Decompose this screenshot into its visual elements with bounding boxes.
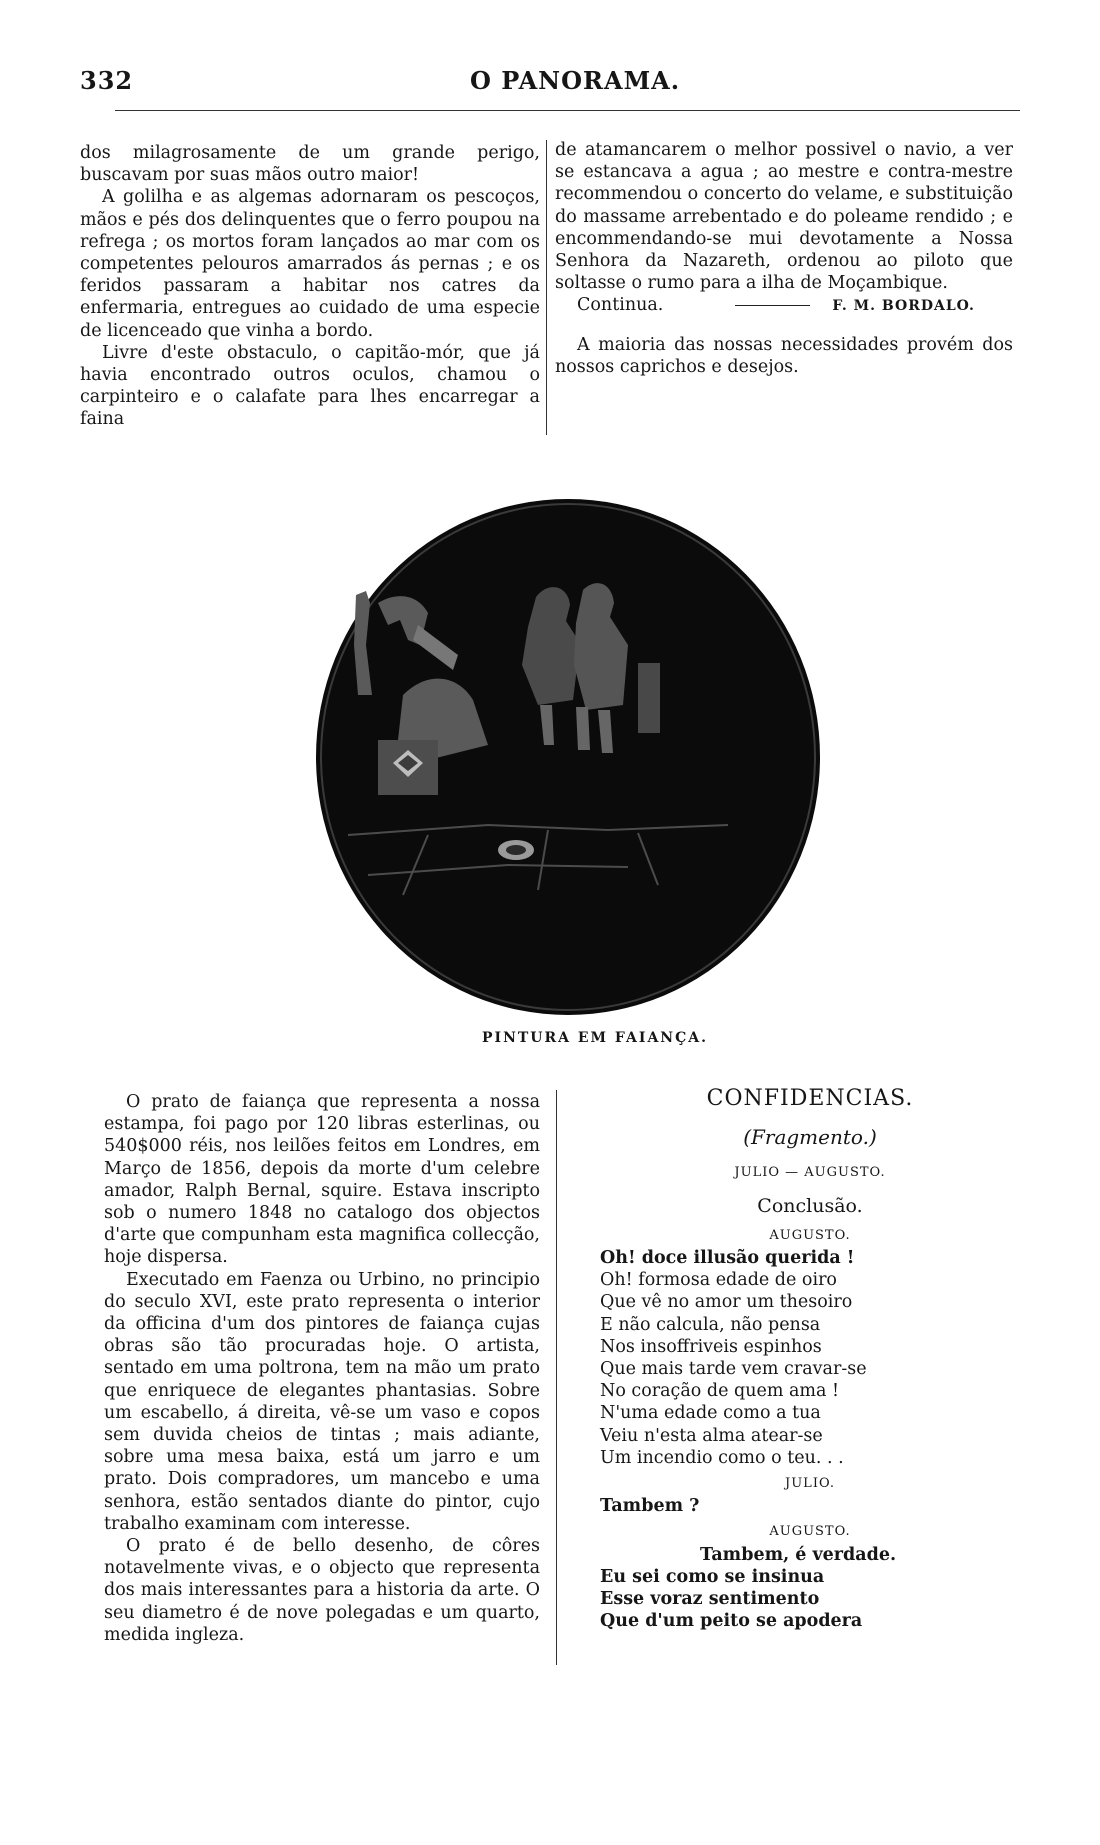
verse-line: Nos insoffriveis espinhos [600,1336,822,1357]
paragraph: O prato de faiança que representa a nossa estampa, foi pago por 120 libras esterlinas, ou 540$000 réis, nos leilões feitos em Londres, em Março de 1856, depois da morte d'um celebre amador, Ralph Bernal, squire. Estava inscripto sob o numero 1848 no catalogo dos objectos d'arte que compunham esta magnifica collecção, hoje dispersa. [104,1092,540,1268]
verse-line: Tambem ? [600,1496,700,1517]
verse-line: Veiu n'esta alma atear-se [600,1425,823,1446]
verse-line: Oh! formosa edade de oiro [600,1270,837,1291]
poem-speakers: JULIO — AUGUSTO. [734,1165,886,1181]
verse-line: N'uma edade como a tua [600,1403,821,1424]
paragraph: Executado em Faenza ou Urbino, no principio do seculo XVI, este prato representa o interior da officina d'um dos pintores de faiança cujas obras são tão procuradas hoje. O artista, sentado em uma poltrona, tem na mão um prato que enriquece de elegantes phantasias. Sobre um escabello, á direita, vê-se um vaso e copos sem duvida cheios de tintas ; mais adiante, sobre uma mesa baixa, está um jarro e um prato. Dois compradores, um mancebo e uma senhora, estão sentados diante do pintor, cujo trabalho examinam com interesse. [104,1269,540,1534]
header-rule [115,110,1020,111]
paragraph: Livre d'este obstaculo, o capitão-mór, que já havia encontrado outros oculos, chamou o carpinteiro e o calafate para lhes encarregar a faina [80,342,540,430]
page-header [80,66,1015,106]
top-left-column [80,142,540,431]
continua-note: Continua. [577,295,664,316]
journal-title: O PANORAMA. [470,66,681,95]
signature-row [555,294,1013,317]
poem-title: CONFIDENCIAS. [706,1086,914,1111]
verse-line: Que d'um peito se apodera [600,1611,863,1632]
speaker-label: JULIO. [785,1476,835,1492]
poem-subtitle: (Fragmento.) [743,1125,877,1150]
bottom-left-column [104,1091,540,1646]
verse-line: Eu sei como se insinua [600,1566,825,1587]
verse-line: Oh! doce illusão querida ! [600,1248,855,1269]
paragraph: O prato é de bello desenho, de côres notavelmente vivas, e o objecto que representa dos mais interessantes para a historia da arte. O seu diametro é de nove polegadas e um quarto, medida ingleza. [104,1536,540,1645]
poem-conclusion-heading: Conclusão. [757,1194,863,1217]
verse-line: E não calcula, não pensa [600,1314,821,1335]
speaker-label: AUGUSTO. [769,1227,851,1243]
verse-line: Um incendio como o teu. . . [600,1447,844,1468]
verse-line: Que vê no amor um thesoiro [600,1292,853,1313]
verse-line: Tambem, é verdade. [700,1544,897,1565]
speaker-label: AUGUSTO. [769,1524,851,1540]
top-right-column [555,139,1013,378]
author-signature: F. M. BORDALO. [832,298,975,315]
paragraph: dos milagrosamente de um grande perigo, buscavam por suas mãos outro maior! [80,143,540,186]
paragraph: A golilha e as algemas adornaram os pescoços, mãos e pés dos delinquentes que o ferro poupou na refrega ; os mortos foram lançados ao mar com os competentes pelouros amarrados ás pernas ; e os feridos passaram a habitar nos catres da enfermaria, entregues ao cuidado de uma especie de licenceado que vinha a bordo. [80,187,540,341]
verse-line: Esse voraz sentimento [600,1589,820,1610]
column-divider [556,1090,557,1665]
page-number: 332 [80,66,134,95]
maxim: A maioria das nossas necessidades provém dos nossos caprichos e desejos. [555,334,1013,377]
plate-engraving [308,495,836,1023]
plate-caption: PINTURA EM FAIANÇA. [482,1030,708,1046]
faience-plate-illustration [308,495,836,1023]
paragraph: de atamancarem o melhor possivel o navio, a ver se estancava a agua ; ao mestre e contra-mestre recommendou o concerto do velame, e substituição do massame arrebentado e do poleame rendido ; e encommendando-se mui devotamente a Nossa Senhora da Nazareth, ordenou ao piloto que soltasse o rumo para a ilha de Moçambique. [555,140,1013,294]
verse-line: Que mais tarde vem cravar-se [600,1359,867,1380]
poem-column [600,1088,1020,1632]
verse-line: No coração de quem ama ! [600,1381,840,1402]
signature-rule [735,305,810,306]
column-divider [546,140,547,435]
